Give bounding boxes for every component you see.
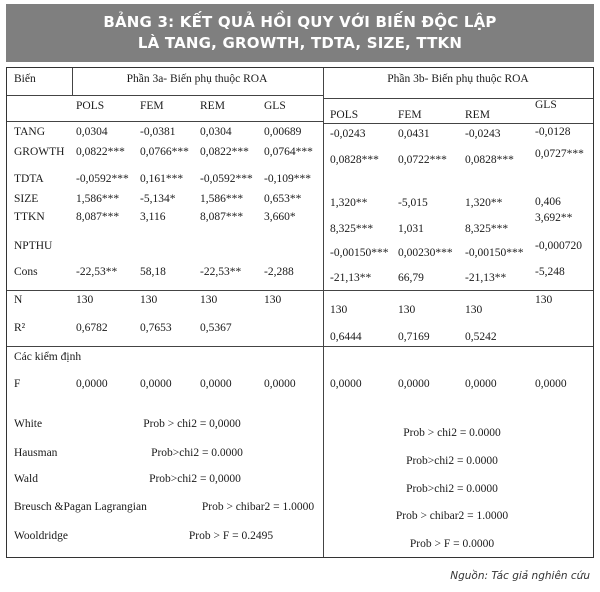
test-name: Wooldridge [14,530,69,542]
test-name: Wald [14,473,38,485]
table-title-line-2: LÀ TANG, GROWTH, TDTA, SIZE, TTKN [137,34,463,52]
panel-a-r2: 0,7653 [140,322,172,334]
test-name: Hausman [14,447,58,459]
panel-a-f: 0,0000 [264,378,296,390]
panel-a-header-rule [7,95,323,96]
panel-a-cell: 0,161*** [140,173,184,185]
stats-top-rule [7,290,593,291]
variable-label: SIZE [14,193,39,205]
test-name: Breusch &Pagan Lagrangian [14,501,147,513]
panel-b-column-2: REM [465,109,490,121]
panel-a-cell: 3,116 [140,211,166,223]
panel-a-cell: -5,134* [140,193,176,205]
variable-label: Cons [14,266,38,278]
table-title-line-1: BẢNG 3: KẾT QUẢ HỒI QUY VỚI BIẾN ĐỘC LẬP [103,13,497,31]
panel-a-f: 0,0000 [140,378,172,390]
panel-b-cell: -21,13** [330,272,372,284]
row-header-divider [72,68,73,96]
panel-a-n: 130 [264,294,282,306]
panel-b-cell: 0,0828*** [465,154,514,166]
stat-label-r2: R² [14,322,26,334]
panel-a-cell: 0,00689 [264,126,302,138]
panel-a-cell: -0,0592*** [76,173,129,185]
panel-b-cell: -0,0128 [535,126,571,138]
test-result-a: Prob > chibar2 = 1.0000 [201,501,315,513]
row-header-label: Biến [14,73,36,85]
panel-a-cell: -2,288 [264,266,294,278]
panel-b-n: 130 [398,304,416,316]
panel-a-column-2: REM [200,100,225,112]
panel-a-cell: -0,0592*** [200,173,253,185]
panel-b-f: 0,0000 [398,378,430,390]
panel-a-r2: 0,6782 [76,322,108,334]
panel-b-cell: 8,325*** [330,223,374,235]
panel-a-cell: -0,109*** [264,173,311,185]
panel-b-cell: -0,000720 [535,240,582,252]
panel-a-cell: 8,087*** [200,211,244,223]
panel-a-column-rule [7,121,323,122]
panel-b-column-3: GLS [535,99,557,111]
variable-label: TTKN [14,211,45,223]
source-note: Nguồn: Tác giả nghiên cứu [450,570,590,582]
panel-b-cell: -21,13** [465,272,507,284]
panel-b-cell: 1,031 [398,223,424,235]
variable-label: NPTHU [14,240,53,252]
panel-a-cell: 8,087*** [76,211,120,223]
panel-a-cell: 58,18 [140,266,166,278]
table-title-banner [6,4,594,62]
f-label: F [14,378,21,390]
panel-b-cell: 0,0722*** [398,154,447,166]
stat-label-n: N [14,294,23,306]
panel-a-cell: 0,0764*** [264,146,313,158]
panel-b-cell: 3,692** [535,212,573,224]
panel-b-n: 130 [330,304,348,316]
test-result-b: Prob > chibar2 = 1.0000 [395,510,509,522]
panel-b-cell: 8,325*** [465,223,509,235]
panel-divider [323,68,324,557]
panel-b-cell: -0,00150*** [465,247,524,259]
panel-b-cell: -5,248 [535,266,565,278]
panel-b-n: 130 [465,304,483,316]
panel-a-cell: 3,660* [264,211,296,223]
panel-a-cell: -22,53** [76,266,118,278]
panel-b-column-0: POLS [330,109,359,121]
panel-b-cell: 0,0431 [398,128,430,140]
panel-a-heading: Phần 3a- Biến phụ thuộc ROA [126,73,268,85]
tests-top-rule [7,346,593,347]
test-result-a: Prob > chi2 = 0,0000 [143,418,241,430]
panel-b-f: 0,0000 [465,378,497,390]
panel-b-cell: -0,00150*** [330,247,389,259]
test-result-a: Prob>chi2 = 0.0000 [151,447,243,459]
panel-a-column-1: FEM [140,100,164,112]
panel-b-f: 0,0000 [535,378,567,390]
panel-b-column-1: FEM [398,109,422,121]
panel-a-cell: 0,0822*** [200,146,249,158]
panel-b-cell: 0,0727*** [535,148,584,160]
panel-b-r2: 0,5242 [465,331,497,343]
tests-heading: Các kiểm định [14,351,82,363]
panel-b-cell: -0,0243 [465,128,501,140]
panel-b-column-rule [323,123,593,124]
panel-a-n: 130 [140,294,158,306]
panel-b-n: 130 [535,294,553,306]
panel-a-n: 130 [76,294,94,306]
panel-a-n: 130 [200,294,218,306]
panel-a-cell: 0,0822*** [76,146,125,158]
panel-a-cell: 0,0304 [200,126,232,138]
panel-a-cell: -22,53** [200,266,242,278]
panel-b-cell: 1,320** [465,197,503,209]
panel-a-cell: 0,0304 [76,126,108,138]
panel-b-heading: Phần 3b- Biến phụ thuộc ROA [387,73,529,85]
panel-a-cell: 1,586*** [200,193,244,205]
panel-b-f: 0,0000 [330,378,362,390]
panel-b-cell: -5,015 [398,197,428,209]
test-result-b: Prob > F = 0.0000 [409,538,495,550]
panel-b-cell: 0,406 [535,196,561,208]
panel-b-r2: 0,6444 [330,331,362,343]
panel-a-column-0: POLS [76,100,105,112]
test-result-a: Prob > F = 0.2495 [188,530,274,542]
panel-a-cell: 0,653** [264,193,302,205]
panel-b-cell: 66,79 [398,272,424,284]
panel-a-r2: 0,5367 [200,322,232,334]
test-result-a: Prob>chi2 = 0,0000 [149,473,241,485]
panel-a-column-3: GLS [264,100,286,112]
variable-label: TDTA [14,173,44,185]
panel-b-r2: 0,7169 [398,331,430,343]
panel-b-cell: 1,320** [330,197,368,209]
test-result-b: Prob > chi2 = 0.0000 [403,427,501,439]
panel-b-cell: -0,0243 [330,128,366,140]
panel-b-cell: 0,00230*** [398,247,453,259]
panel-a-f: 0,0000 [76,378,108,390]
variable-label: GROWTH [14,146,65,158]
panel-a-cell: 1,586*** [76,193,120,205]
panel-b-cell: 0,0828*** [330,154,379,166]
panel-a-cell: 0,0766*** [140,146,189,158]
panel-a-cell: -0,0381 [140,126,176,138]
variable-label: TANG [14,126,46,138]
panel-a-f: 0,0000 [200,378,232,390]
test-result-b: Prob>chi2 = 0.0000 [406,455,498,467]
test-name: White [14,418,43,430]
test-result-b: Prob>chi2 = 0.0000 [406,483,498,495]
